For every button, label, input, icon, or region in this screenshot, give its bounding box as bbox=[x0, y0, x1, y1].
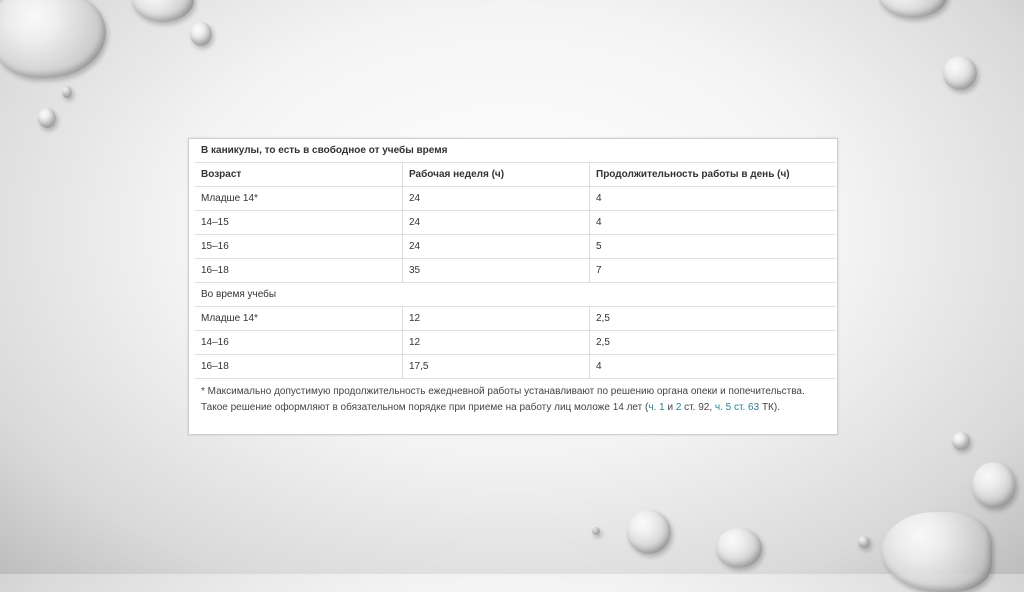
cell-daily-hours: 5 bbox=[590, 235, 836, 259]
cell-work-week: 35 bbox=[403, 259, 590, 283]
cell-work-week: 12 bbox=[403, 307, 590, 331]
cell-daily-hours: 4 bbox=[590, 211, 836, 235]
column-header-work-week: Рабочая неделя (ч) bbox=[403, 163, 590, 187]
cell-age: 15–16 bbox=[195, 235, 403, 259]
table-row bbox=[195, 187, 835, 211]
section-title-study: Во время учебы bbox=[195, 283, 835, 307]
footnote-and: и bbox=[664, 402, 676, 413]
footnote-article: ст. 92, bbox=[681, 402, 715, 413]
water-drop-decoration bbox=[627, 510, 671, 554]
water-drop-decoration bbox=[38, 108, 56, 128]
cell-age: 16–18 bbox=[195, 355, 403, 379]
table-row bbox=[195, 331, 835, 355]
water-drop-decoration bbox=[858, 536, 870, 548]
law-link-part-2[interactable]: 2 bbox=[675, 402, 682, 413]
footnote-text: * Максимально допустимую продолжительность ежедневной работы устанавливают по решению органа опеки и попечительства. Такое решение оформляют в обязательном порядке при приеме на работу лиц моложе 14 лет ( bbox=[201, 386, 805, 413]
water-drop-decoration bbox=[0, 0, 106, 78]
law-link-part-1[interactable]: ч. 1 bbox=[648, 402, 665, 413]
water-drop-decoration bbox=[62, 86, 72, 98]
table-row bbox=[195, 307, 835, 331]
table-section-header bbox=[195, 139, 835, 163]
column-header-age: Возраст bbox=[195, 163, 403, 187]
cell-daily-hours: 2,5 bbox=[590, 331, 836, 355]
cell-work-week: 24 bbox=[403, 187, 590, 211]
table-row bbox=[195, 259, 835, 283]
section-title-vacation: В каникулы, то есть в свободное от учебы время bbox=[195, 139, 835, 163]
cell-daily-hours: 4 bbox=[590, 187, 836, 211]
table-row bbox=[195, 355, 835, 379]
table-footnote bbox=[195, 379, 835, 416]
footnote-end: ТК). bbox=[759, 402, 780, 413]
cell-age: Младше 14* bbox=[195, 307, 403, 331]
water-drop-decoration bbox=[132, 0, 194, 22]
water-drop-decoration bbox=[882, 512, 992, 592]
water-drop-decoration bbox=[972, 462, 1016, 508]
table-column-headers bbox=[195, 163, 835, 187]
water-drop-decoration bbox=[592, 527, 600, 535]
table-row bbox=[195, 235, 835, 259]
water-drop-decoration bbox=[878, 0, 948, 18]
column-header-daily-hours: Продолжительность работы в день (ч) bbox=[590, 163, 836, 187]
water-drop-decoration bbox=[943, 56, 977, 90]
table-section-row bbox=[195, 283, 835, 307]
law-link-article-63[interactable]: ч. 5 ст. 63 bbox=[714, 402, 760, 413]
cell-daily-hours: 2,5 bbox=[590, 307, 836, 331]
water-drop-decoration bbox=[716, 528, 762, 568]
cell-work-week: 24 bbox=[403, 211, 590, 235]
cell-work-week: 12 bbox=[403, 331, 590, 355]
cell-age: 14–15 bbox=[195, 211, 403, 235]
cell-work-week: 17,5 bbox=[403, 355, 590, 379]
cell-age: 16–18 bbox=[195, 259, 403, 283]
cell-age: 14–16 bbox=[195, 331, 403, 355]
table-row bbox=[195, 211, 835, 235]
cell-daily-hours: 7 bbox=[590, 259, 836, 283]
cell-daily-hours: 4 bbox=[590, 355, 836, 379]
cell-age: Младше 14* bbox=[195, 187, 403, 211]
work-hours-table bbox=[195, 139, 835, 379]
water-drop-decoration bbox=[190, 22, 212, 46]
cell-work-week: 24 bbox=[403, 235, 590, 259]
water-drop-decoration bbox=[952, 432, 970, 450]
work-hours-table-panel bbox=[188, 138, 838, 435]
